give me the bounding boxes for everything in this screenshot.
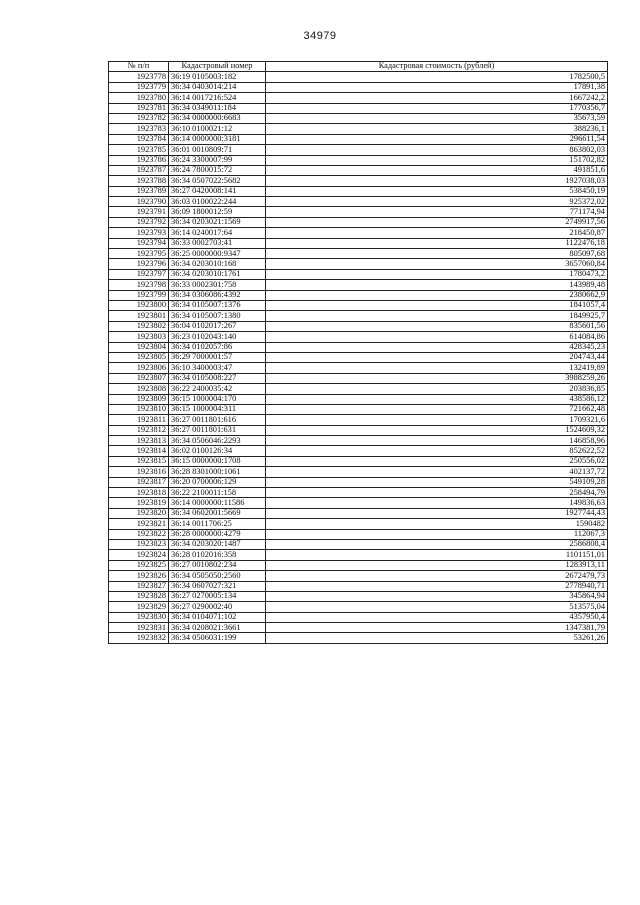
cadastral-value-cell: 1347381,79 <box>266 623 608 633</box>
cadastral-value-cell: 203836,85 <box>266 384 608 394</box>
cadastral-number-cell: 36:14 0011706:25 <box>169 519 266 529</box>
row-index-cell: 1923806 <box>109 363 169 373</box>
row-index-cell: 1923820 <box>109 508 169 518</box>
table-row <box>109 633 608 643</box>
cadastral-value-cell: 345864,94 <box>266 591 608 601</box>
cadastral-value-cell: 925372,02 <box>266 197 608 207</box>
table-row <box>109 124 608 134</box>
table-row <box>109 467 608 477</box>
row-index-cell: 1923800 <box>109 300 169 310</box>
cadastral-number-cell: 36:14 0000000:11586 <box>169 498 266 508</box>
cadastral-number-cell: 36:15 0000000:1708 <box>169 456 266 466</box>
row-index-cell: 1923819 <box>109 498 169 508</box>
cadastral-value-cell: 53261,26 <box>266 633 608 643</box>
cadastral-number-cell: 36:34 0000000:6683 <box>169 113 266 123</box>
cadastral-number-cell: 36:14 0000000:3181 <box>169 134 266 144</box>
cadastral-number-cell: 36:02 0100126:34 <box>169 446 266 456</box>
row-index-cell: 1923804 <box>109 342 169 352</box>
table-row <box>109 269 608 279</box>
cadastral-value-cell: 3657060,84 <box>266 259 608 269</box>
row-index-cell: 1923803 <box>109 332 169 342</box>
row-index-cell: 1923830 <box>109 612 169 622</box>
cadastral-number-cell: 36:09 1800012:59 <box>169 207 266 217</box>
cadastral-number-cell: 36:33 0002301:758 <box>169 280 266 290</box>
table-row <box>109 560 608 570</box>
cadastral-number-cell: 36:34 0602001:5669 <box>169 508 266 518</box>
cadastral-number-cell: 36:34 0349011:184 <box>169 103 266 113</box>
cadastral-value-cell: 2778940,71 <box>266 581 608 591</box>
row-index-cell: 1923813 <box>109 436 169 446</box>
table-row <box>109 113 608 123</box>
table-row <box>109 93 608 103</box>
table-row <box>109 488 608 498</box>
cadastral-number-cell: 36:24 3300007:99 <box>169 155 266 165</box>
cadastral-value-cell: 17891,38 <box>266 82 608 92</box>
row-index-cell: 1923816 <box>109 467 169 477</box>
table-row <box>109 82 608 92</box>
cadastral-value-cell: 491851,6 <box>266 165 608 175</box>
cadastral-value-cell: 146858,96 <box>266 436 608 446</box>
cadastral-number-cell: 36:23 0102043:140 <box>169 332 266 342</box>
table-row <box>109 165 608 175</box>
cadastral-value-cell: 863802,03 <box>266 145 608 155</box>
cadastral-value-cell: 4357950,4 <box>266 612 608 622</box>
cadastral-value-cell: 1709321,6 <box>266 415 608 425</box>
cadastral-value-cell: 428345,23 <box>266 342 608 352</box>
cadastral-number-cell: 36:34 0105007:1380 <box>169 311 266 321</box>
cadastral-value-cell: 721662,48 <box>266 404 608 414</box>
row-index-cell: 1923810 <box>109 404 169 414</box>
cadastral-value-cell: 1780473,2 <box>266 269 608 279</box>
cadastral-number-cell: 36:01 0010809:71 <box>169 145 266 155</box>
table-row <box>109 539 608 549</box>
table-row <box>109 238 608 248</box>
row-index-cell: 1923786 <box>109 155 169 165</box>
cadastral-number-cell: 36:34 0203010:168 <box>169 259 266 269</box>
table-row <box>109 103 608 113</box>
cadastral-value-cell: 1590482 <box>266 519 608 529</box>
row-index-cell: 1923809 <box>109 394 169 404</box>
cadastral-number-cell: 36:34 0507022:5682 <box>169 176 266 186</box>
table-row <box>109 72 608 82</box>
table-row <box>109 363 608 373</box>
cadastral-number-cell: 36:15 1000004:170 <box>169 394 266 404</box>
row-index-cell: 1923831 <box>109 623 169 633</box>
table-row <box>109 591 608 601</box>
cadastral-number-cell: 36:14 0017216:524 <box>169 93 266 103</box>
cadastral-number-cell: 36:34 0505050:2560 <box>169 571 266 581</box>
cadastral-value-cell: 852622,52 <box>266 446 608 456</box>
cadastral-value-cell: 771174,94 <box>266 207 608 217</box>
cadastral-number-cell: 36:34 0506046:2293 <box>169 436 266 446</box>
row-index-cell: 1923822 <box>109 529 169 539</box>
cadastral-number-cell: 36:34 0208021:3661 <box>169 623 266 633</box>
cadastral-number-cell: 36:34 0104071:102 <box>169 612 266 622</box>
table-row <box>109 228 608 238</box>
cadastral-value-cell: 1927038,03 <box>266 176 608 186</box>
table-row <box>109 623 608 633</box>
table-row <box>109 259 608 269</box>
cadastral-value-table <box>108 61 608 644</box>
row-index-cell: 1923791 <box>109 207 169 217</box>
table-row <box>109 498 608 508</box>
table-row <box>109 581 608 591</box>
cadastral-value-cell: 835601,56 <box>266 321 608 331</box>
cadastral-value-cell: 1770356,7 <box>266 103 608 113</box>
cadastral-number-cell: 36:27 0010802:234 <box>169 560 266 570</box>
table-row <box>109 602 608 612</box>
cadastral-number-cell: 36:33 0002703:41 <box>169 238 266 248</box>
cadastral-number-cell: 36:25 0000000:9347 <box>169 249 266 259</box>
row-index-cell: 1923832 <box>109 633 169 643</box>
row-index-cell: 1923785 <box>109 145 169 155</box>
row-index-cell: 1923797 <box>109 269 169 279</box>
table-row <box>109 529 608 539</box>
cadastral-value-cell: 402137,72 <box>266 467 608 477</box>
row-index-cell: 1923798 <box>109 280 169 290</box>
row-index-cell: 1923784 <box>109 134 169 144</box>
table-row <box>109 425 608 435</box>
row-index-cell: 1923812 <box>109 425 169 435</box>
table-row <box>109 280 608 290</box>
table-row <box>109 207 608 217</box>
row-index-cell: 1923790 <box>109 197 169 207</box>
table-row <box>109 456 608 466</box>
cadastral-number-cell: 36:34 0203021:1569 <box>169 217 266 227</box>
cadastral-value-cell: 1101151,01 <box>266 550 608 560</box>
cadastral-value-cell: 2380662,9 <box>266 290 608 300</box>
row-index-cell: 1923789 <box>109 186 169 196</box>
cadastral-value-cell: 1849925,7 <box>266 311 608 321</box>
table-header-row <box>109 62 608 72</box>
cadastral-value-cell: 2586808,4 <box>266 539 608 549</box>
cadastral-value-cell: 1841057,4 <box>266 300 608 310</box>
row-index-cell: 1923823 <box>109 539 169 549</box>
row-index-cell: 1923794 <box>109 238 169 248</box>
table-row <box>109 352 608 362</box>
row-index-cell: 1923814 <box>109 446 169 456</box>
row-index-cell: 1923821 <box>109 519 169 529</box>
table-row <box>109 436 608 446</box>
row-index-cell: 1923779 <box>109 82 169 92</box>
cadastral-value-cell: 538450,19 <box>266 186 608 196</box>
table-row <box>109 550 608 560</box>
column-header-cadastral-number: Кадастровый номер <box>169 62 266 72</box>
cadastral-number-cell: 36:34 0105007:1376 <box>169 300 266 310</box>
table-row <box>109 384 608 394</box>
row-index-cell: 1923782 <box>109 113 169 123</box>
row-index-cell: 1923795 <box>109 249 169 259</box>
cadastral-value-cell: 513575,04 <box>266 602 608 612</box>
table-row <box>109 134 608 144</box>
table-row <box>109 477 608 487</box>
cadastral-value-cell: 258494,79 <box>266 488 608 498</box>
table-row <box>109 373 608 383</box>
cadastral-number-cell: 36:34 0607027:321 <box>169 581 266 591</box>
cadastral-number-cell: 36:34 0403014:214 <box>169 82 266 92</box>
cadastral-number-cell: 36:27 0270005:134 <box>169 591 266 601</box>
cadastral-value-cell: 614084,86 <box>266 332 608 342</box>
row-index-cell: 1923783 <box>109 124 169 134</box>
row-index-cell: 1923825 <box>109 560 169 570</box>
row-index-cell: 1923824 <box>109 550 169 560</box>
cadastral-value-cell: 2749917,56 <box>266 217 608 227</box>
cadastral-value-cell: 1524609,32 <box>266 425 608 435</box>
table-row <box>109 332 608 342</box>
cadastral-number-cell: 36:22 2400035:42 <box>169 384 266 394</box>
cadastral-value-cell: 132419,89 <box>266 363 608 373</box>
cadastral-value-cell: 549109,28 <box>266 477 608 487</box>
row-index-cell: 1923826 <box>109 571 169 581</box>
cadastral-value-cell: 438586,12 <box>266 394 608 404</box>
row-index-cell: 1923802 <box>109 321 169 331</box>
cadastral-number-cell: 36:03 0100022:244 <box>169 197 266 207</box>
row-index-cell: 1923788 <box>109 176 169 186</box>
cadastral-number-cell: 36:34 0105008:227 <box>169 373 266 383</box>
row-index-cell: 1923801 <box>109 311 169 321</box>
column-header-index: № п/п <box>109 62 169 72</box>
row-index-cell: 1923792 <box>109 217 169 227</box>
page-number: 34979 <box>303 30 337 42</box>
cadastral-value-cell: 388236,1 <box>266 124 608 134</box>
column-header-cadastral-value: Кадастровая стоимость (рублей) <box>266 62 608 72</box>
row-index-cell: 1923793 <box>109 228 169 238</box>
table-row <box>109 145 608 155</box>
table-row <box>109 217 608 227</box>
cadastral-value-cell: 805097,68 <box>266 249 608 259</box>
cadastral-number-cell: 36:27 0420008:141 <box>169 186 266 196</box>
row-index-cell: 1923808 <box>109 384 169 394</box>
row-index-cell: 1923778 <box>109 72 169 82</box>
row-index-cell: 1923781 <box>109 103 169 113</box>
cadastral-number-cell: 36:34 0203010:1761 <box>169 269 266 279</box>
cadastral-number-cell: 36:27 0290002:40 <box>169 602 266 612</box>
cadastral-number-cell: 36:28 0000000:4279 <box>169 529 266 539</box>
row-index-cell: 1923811 <box>109 415 169 425</box>
cadastral-number-cell: 36:28 0102016:358 <box>169 550 266 560</box>
table-row <box>109 290 608 300</box>
cadastral-value-cell: 204743,44 <box>266 352 608 362</box>
cadastral-value-cell: 1927744,43 <box>266 508 608 518</box>
row-index-cell: 1923815 <box>109 456 169 466</box>
row-index-cell: 1923780 <box>109 93 169 103</box>
cadastral-number-cell: 36:27 0011801:631 <box>169 425 266 435</box>
row-index-cell: 1923817 <box>109 477 169 487</box>
cadastral-value-cell: 112067,3 <box>266 529 608 539</box>
cadastral-value-cell: 1782500,5 <box>266 72 608 82</box>
cadastral-number-cell: 36:34 0203020:1487 <box>169 539 266 549</box>
cadastral-value-cell: 149836,63 <box>266 498 608 508</box>
table-body <box>109 72 608 643</box>
table-row <box>109 519 608 529</box>
cadastral-number-cell: 36:20 0700006:129 <box>169 477 266 487</box>
cadastral-value-cell: 218450,87 <box>266 228 608 238</box>
row-index-cell: 1923827 <box>109 581 169 591</box>
cadastral-value-cell: 143989,48 <box>266 280 608 290</box>
table-row <box>109 415 608 425</box>
cadastral-number-cell: 36:34 0306086:4392 <box>169 290 266 300</box>
row-index-cell: 1923818 <box>109 488 169 498</box>
table-row <box>109 186 608 196</box>
cadastral-value-cell: 1122476,18 <box>266 238 608 248</box>
table-row <box>109 394 608 404</box>
cadastral-number-cell: 36:04 0102017:267 <box>169 321 266 331</box>
table-row <box>109 571 608 581</box>
row-index-cell: 1923828 <box>109 591 169 601</box>
table-row <box>109 197 608 207</box>
table-row <box>109 446 608 456</box>
cadastral-value-cell: 2672479,73 <box>266 571 608 581</box>
table-row <box>109 311 608 321</box>
row-index-cell: 1923787 <box>109 165 169 175</box>
cadastral-number-cell: 36:10 3400003:47 <box>169 363 266 373</box>
cadastral-value-cell: 1667242,2 <box>266 93 608 103</box>
cadastral-value-cell: 35673,59 <box>266 113 608 123</box>
row-index-cell: 1923829 <box>109 602 169 612</box>
cadastral-number-cell: 36:34 0506031:199 <box>169 633 266 643</box>
cadastral-number-cell: 36:34 0102057:86 <box>169 342 266 352</box>
cadastral-value-cell: 296611,54 <box>266 134 608 144</box>
cadastral-number-cell: 36:10 0100021:12 <box>169 124 266 134</box>
row-index-cell: 1923799 <box>109 290 169 300</box>
row-index-cell: 1923807 <box>109 373 169 383</box>
cadastral-value-cell: 1283913,11 <box>266 560 608 570</box>
cadastral-value-cell: 250556,02 <box>266 456 608 466</box>
cadastral-number-cell: 36:28 8301000:1061 <box>169 467 266 477</box>
table-row <box>109 404 608 414</box>
cadastral-value-cell: 3988259,26 <box>266 373 608 383</box>
table-row <box>109 612 608 622</box>
table-row <box>109 176 608 186</box>
table-row <box>109 249 608 259</box>
cadastral-number-cell: 36:15 1000004:311 <box>169 404 266 414</box>
table-row <box>109 508 608 518</box>
cadastral-number-cell: 36:27 0011801:616 <box>169 415 266 425</box>
cadastral-number-cell: 36:29 7000001:57 <box>169 352 266 362</box>
cadastral-number-cell: 36:24 7800015:72 <box>169 165 266 175</box>
row-index-cell: 1923796 <box>109 259 169 269</box>
cadastral-number-cell: 36:19 0105003:182 <box>169 72 266 82</box>
cadastral-number-cell: 36:22 2100011:158 <box>169 488 266 498</box>
row-index-cell: 1923805 <box>109 352 169 362</box>
table-row <box>109 155 608 165</box>
table-row <box>109 342 608 352</box>
table-row <box>109 321 608 331</box>
cadastral-value-cell: 151702,82 <box>266 155 608 165</box>
table-row <box>109 300 608 310</box>
cadastral-number-cell: 36:14 0240017:64 <box>169 228 266 238</box>
